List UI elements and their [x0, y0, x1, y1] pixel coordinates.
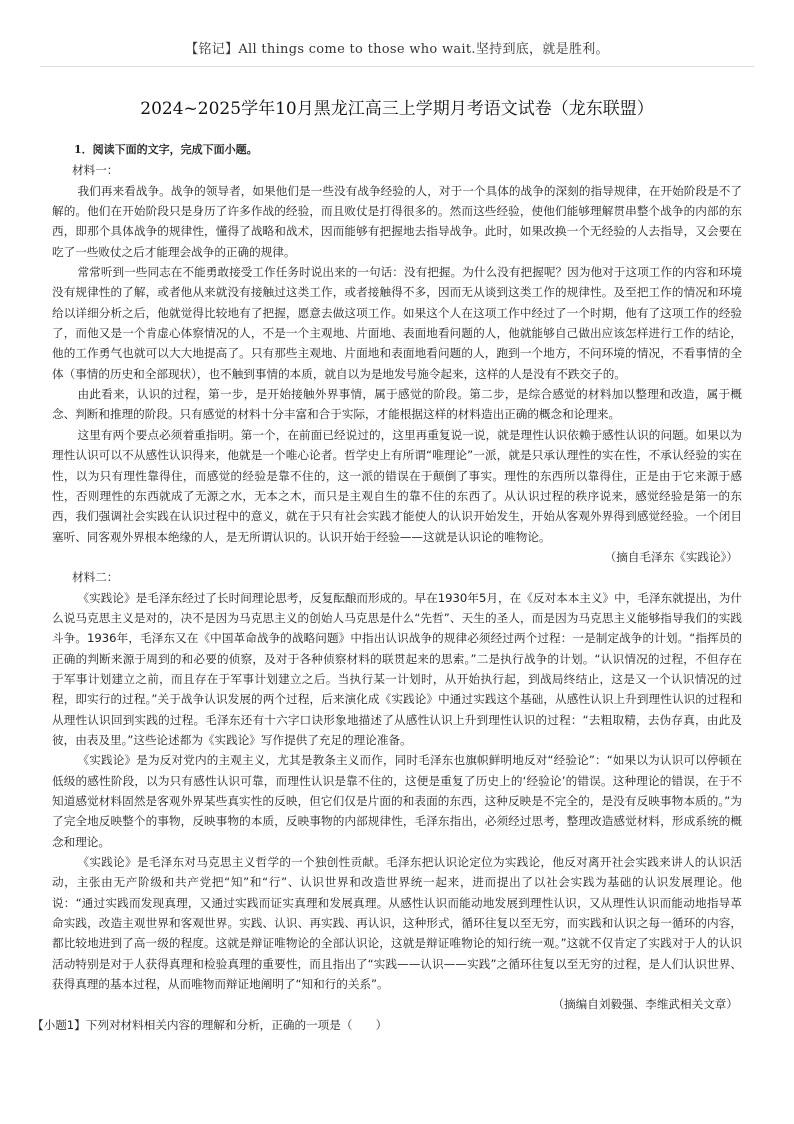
page-title: 2024~2025学年10月黑龙江高三上学期月考语文试卷（龙东联盟） [140, 99, 654, 119]
material2-paragraph: 《实践论》是毛泽东对马克思主义哲学的一个独创性贡献。毛泽东把认识论定位为实践论，他反对离开社会实践来讲人的认识活动，主张由无产阶级和共产党把“知”和“行”、认识世界和改造世界统一起来，进而提出了以社会实践为基础的认识发展理论。他说：“通过实践而发现真理，又通过实践而证实真理和发展真理。从感性认识而能动地发展到理性认识，又从理性认识而能动地指导革命实践，改造主观世界和客观世界。实践、认识、再实践、再认识，这种形式，循环往复以至无穷，而实践和认识之每一循环的内容，都比较地进到了高一级的程度。这就是辩证唯物论的全部认识论，这就是辩证唯物论的知行统一观。”这就不仅肯定了实践对于人的认识活动特别是对于人获得真理和检验真理的重要性，而且指出了“实践——认识——实践”之循环往复以至无穷的过程，是人们认识世界、获得真理的基本过程，从而唯物而辩证地阐明了“知和行的关系”。 [52, 855, 742, 992]
material1-paragraph: 由此看来，认识的过程，第一步，是开始接触外界事情，属于感觉的阶段。第二步，是综合感觉的材料加以整理和改造，属于概念、判断和推理的阶段。只有感觉的材料十分丰富和合于实际，才能根据这样的材料造出正确的概念和论理来。 [52, 387, 742, 422]
material2-source: （摘编自刘毅强、李维武相关文章） [552, 997, 738, 1012]
question-heading: 1．阅读下面的文字，完成下面小题。 [74, 143, 258, 156]
material1-source: （摘自毛泽东《实践论》） [604, 549, 738, 564]
material2-paragraph: 《实践论》是为反对党内的主观主义，尤其是教条主义而作，同时毛泽东也旗帜鲜明地反对“经验论”：“如果以为认识可以停顿在低级的感性阶段，以为只有感性认识可靠，而理性认识是靠不住的，这便是重复了历史上的‘经验论’的错误。这种理论的错误，在于不知道感觉材料固然是客观外界某些真实性的反映，但它们仅是片面的和表面的东西，这种反映是不完全的，是没有反映事物本质的。”为了完全地反映整个的事物，反映事物的本质，反映事物的内部规律性，毛泽东指出，必须经过思考，整理改造感觉材料，形成系统的概念和理论。 [52, 753, 742, 849]
material1-paragraph: 常常听到一些同志在不能勇敢接受工作任务时说出来的一句话：没有把握。为什么没有把握呢？因为他对于这项工作的内容和环境没有规律性的了解，或者他从来就没有接触过这类工作，或者接触得不多，因而无从谈到这类工作的规律性。及至把工作的情况和环境给以详细分析之后，他就觉得比较地有了把握，愿意去做这项工作。如果这个人在这项工作中经过了一个时期，他有了这项工作的经验了，而他又是一个肯虚心体察情况的人，不是一个主观地、片面地、表面地看问题的人，他就能够自己做出应该怎样进行工作的结论，他的工作勇气也就可以大大地提高了。只有那些主观地、片面地和表面地看问题的人，跑到一个地方，不问环境的情况，不看事情的全体（事情的历史和全部现状），也不触到事情的本质，就自以为是地发号施令起来，这样的人是没有不跌交子的。 [52, 265, 742, 381]
material2-label: 材料二： [72, 570, 119, 585]
sub-question-1: 【小题1】下列对材料相关内容的理解和分析，正确的一项是（ ） [32, 1017, 388, 1032]
material1-label: 材料一： [72, 163, 119, 178]
header-divider [40, 66, 754, 67]
material2-paragraph: 《实践论》是毛泽东经过了长时间理论思考，反复酝酿而形成的。早在1930年5月，在《反对本本主义》中，毛泽东就提出，为什么说马克思主义是对的，决不是因为马克思主义的创始人马克思是什么“先哲”、天生的圣人，而是因为马克思主义能够指导我们的实践斗争。1936年，毛泽东又在《中国革命战争的战略问题》中指出认识战争的规律必须经过两个过程：一是制定战争的计划。“指挥员的正确的判断来源于周到的和必要的侦察，及对于各种侦察材料的联贯起来的思索。”二是执行战争的计划。“认识情况的过程，不但存在于军事计划建立之前，而且存在于军事计划建立之后。当执行某一计划时，从开始执行起，到战局终结止，这是又一个认识情况的过程，即实行的过程。”关于战争认识发展的两个过程，后来演化成《实践论》中通过实践这个基础，从感性认识上升到理性认识的过程和从理性认识回到实践的过程。毛泽东还有十六字口诀形象地描述了从感性认识上升到理性认识的过程：“去粗取精，去伪存真，由此及彼，由表及里。”这些论述都为《实践论》写作提供了充足的理论准备。 [52, 590, 742, 747]
question-body [32, 140, 742, 1035]
material1-paragraph: 这里有两个要点必须着重指明。第一个，在前面已经说过的，这里再重复说一说，就是理性认识依赖于感性认识的问题。如果以为理性认识可以不从感性认识得来，他就是一个唯心论者。哲学史上有所谓“唯理论”一派，就是只承认理性的实在性，不承认经验的实在性，以为只有理性靠得住，而感觉的经验是靠不住的，这一派的错误在于颠倒了事实。理性的东西所以靠得住，正是由于它来源于感性，否则理性的东西就成了无源之水，无本之木，而只是主观自生的靠不住的东西了。从认识过程的秩序说来，感觉经验是第一的东西，我们强调社会实践在认识过程中的意义，就在于只有社会实践才能使人的认识开始发生，开始从客观外界得到感觉经验。一个闭目塞听、同客观外界根本绝缘的人，是无所谓认识的。认识开始于经验——这就是认识论的唯物论。 [52, 427, 742, 544]
motto: 【铭记】All things come to those who wait.坚持到底，就是胜利。 [185, 42, 609, 57]
material1-paragraph: 我们再来看战争。战争的领导者，如果他们是一些没有战争经验的人，对于一个具体的战争的深刻的指导规律，在开始阶段是不了解的。他们在开始阶段只是身历了许多作战的经验，而且败仗是打得很多的。然而这些经验，使他们能够理解贯串整个战争的内部的东西，即那个具体战争的规律性，懂得了战略和战术，因而能够有把握地去指导战争。此时，如果改换一个无经验的人去指导，又会要在吃了一些败仗之后才能理会战争的正确的规律。 [52, 183, 742, 259]
